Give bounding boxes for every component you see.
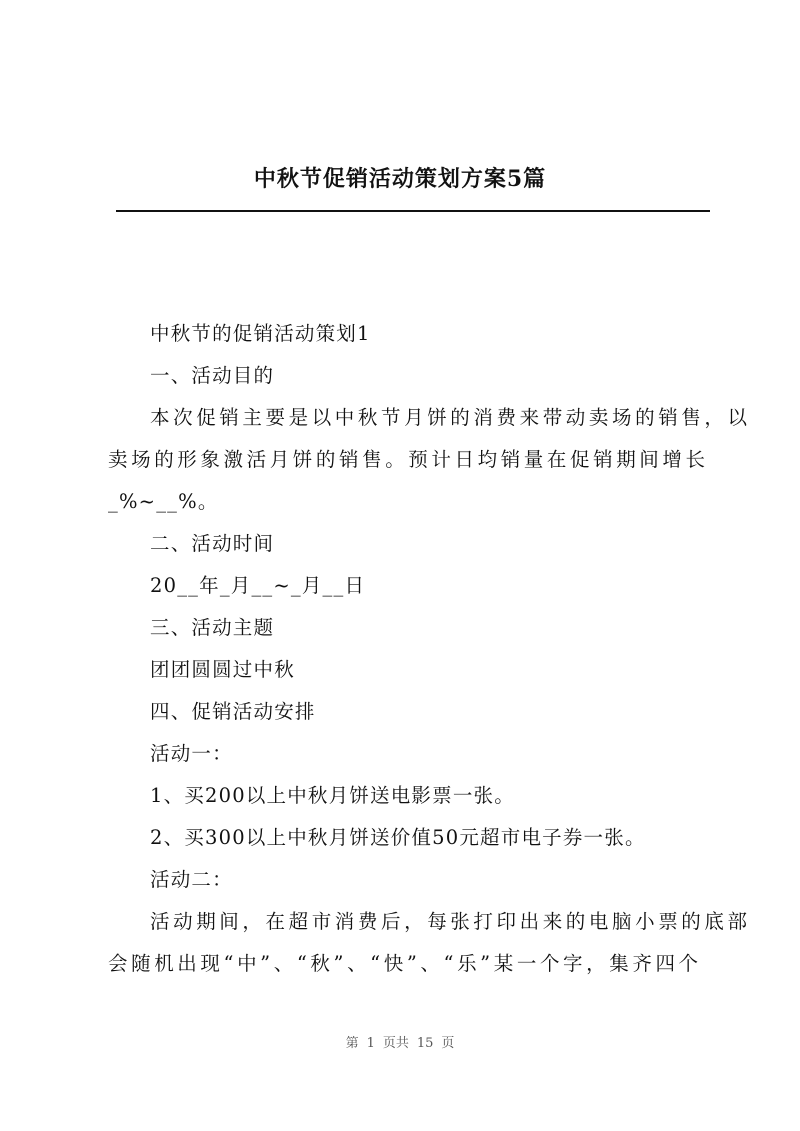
paragraph-line: 活动一： — [150, 742, 233, 765]
paragraph-line: 活动二： — [150, 868, 233, 891]
section-heading: 中秋节的促销活动策划1 — [150, 322, 371, 345]
page-total: 15 — [416, 1036, 434, 1051]
title-underline — [116, 210, 710, 212]
paragraph-line: 1、买200以上中秋月饼送电影票一张。 — [150, 784, 515, 807]
section-heading: 三、活动主题 — [150, 616, 275, 639]
document-title: 中秋节促销活动策划方案5篇 — [253, 166, 547, 192]
page-number: 1 — [366, 1036, 375, 1051]
section-heading: 一、活动目的 — [150, 364, 275, 387]
paragraph-line: _%~__%。 — [108, 490, 219, 513]
paragraph-line: 活动期间，在超市消费后，每张打印出来的电脑小票的底部 — [150, 910, 751, 933]
page-footer — [0, 1032, 800, 1051]
paragraph-line: 卖场的形象激活月饼的销售。预计日均销量在促销期间增长 — [108, 448, 709, 471]
paragraph-line: 本次促销主要是以中秋节月饼的消费来带动卖场的销售，以 — [150, 406, 751, 429]
section-heading: 二、活动时间 — [150, 532, 275, 555]
paragraph-line: 2、买300以上中秋月饼送价值50元超市电子券一张。 — [150, 826, 646, 849]
footer-prefix: 第 — [345, 1036, 359, 1051]
footer-suffix: 页 — [441, 1036, 455, 1051]
paragraph-line: 团团圆圆过中秋 — [150, 658, 295, 681]
section-heading: 四、促销活动安排 — [150, 700, 316, 723]
footer-middle: 页共 — [382, 1036, 409, 1051]
paragraph-line: 会随机出现“中”、“秋”、“快”、“乐”某一个字，集齐四个 — [108, 952, 702, 975]
paragraph-line: 20__年_月__~_月__日 — [150, 574, 366, 597]
